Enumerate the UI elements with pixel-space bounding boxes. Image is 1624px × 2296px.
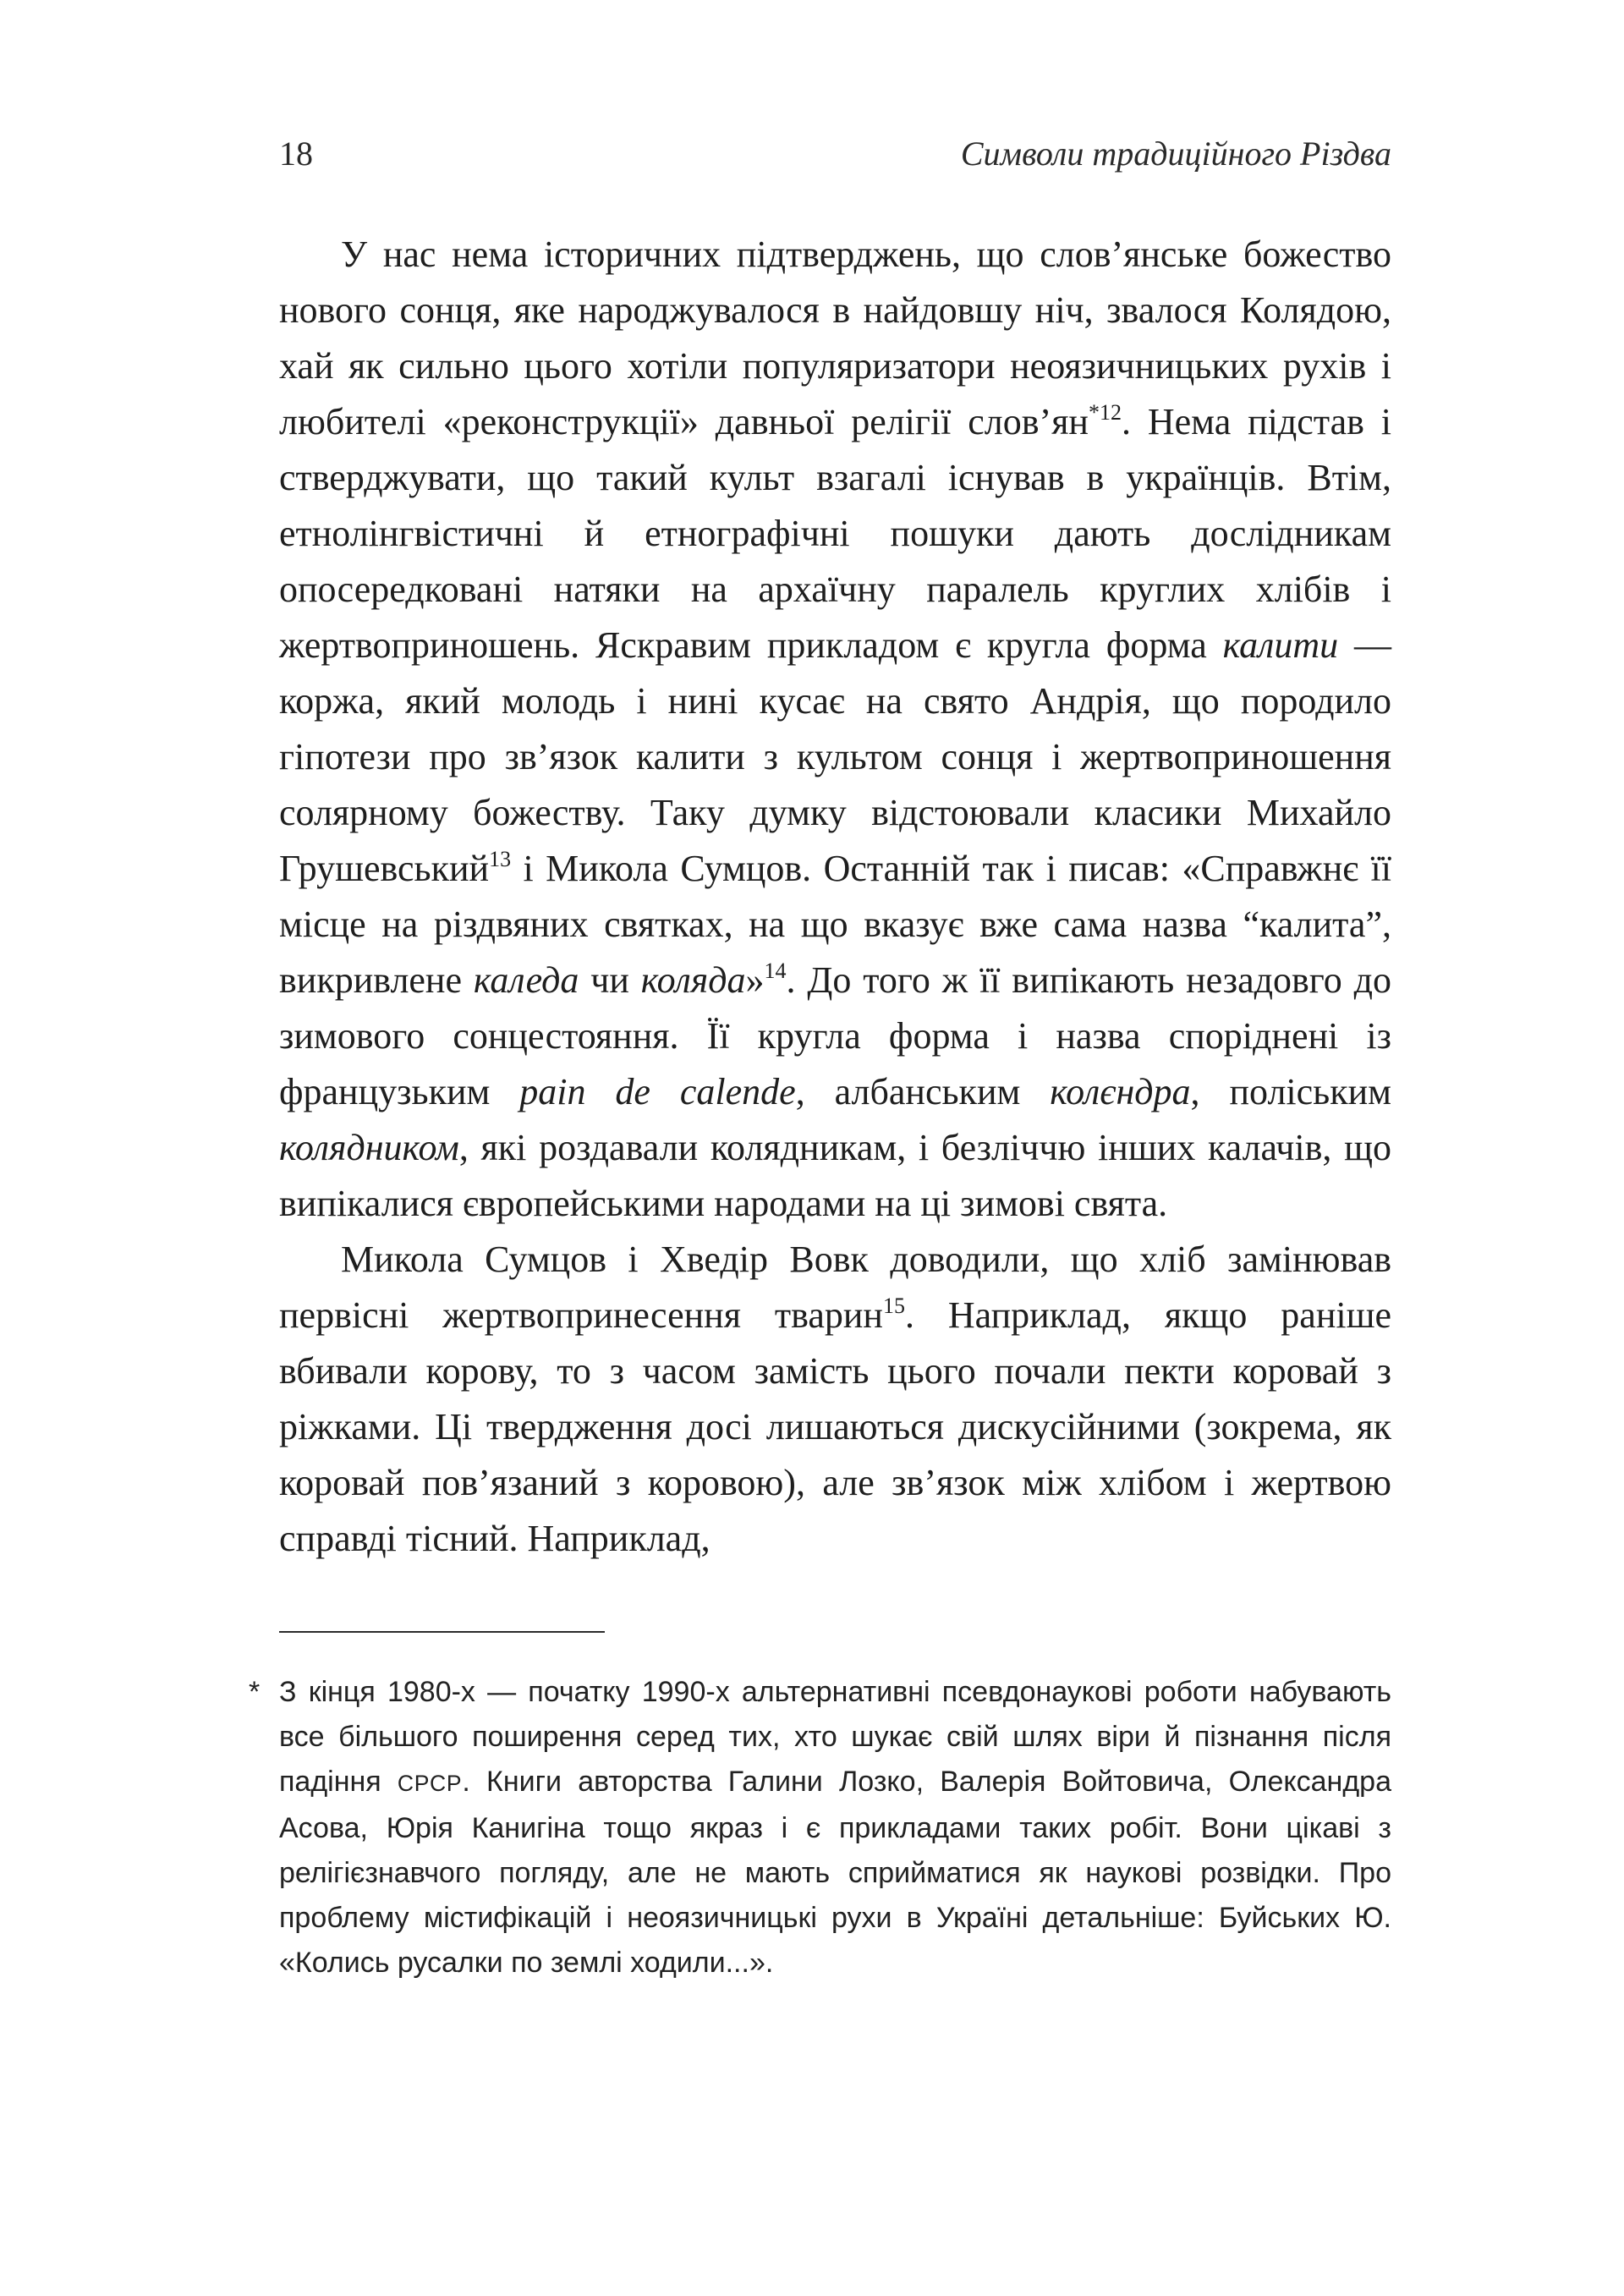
- body-text: [279, 227, 1391, 1567]
- page-header: [279, 134, 1391, 174]
- footnote: [249, 1670, 1391, 1986]
- paragraph: Микола Сумцов і Хведір Вовк доводили, що хліб замінював первісні жертвопринесення тварин$^{15}$. Наприклад, якщо раніше вбивали корову, то з часом замість цього почали пекти коровай з ріжками. Ці твердження досі лишаються дискусійними (зокрема, як коровай пов’язаний з коровою), але зв’язок між хлібом і жертвою справді тісний. Наприклад,: [279, 1239, 1392, 1559]
- text-column: [249, 134, 1392, 1986]
- footnote-text: З кінця 1980-х — початку 1990-х альтернативні псевдонаукові роботи набувають все більшого поширення серед тих, хто шукає свій шлях віри й пізнання після падіння СРСР. Книги авторства Галини Лозко, Валерія Войтовича, Олександра Асова, Юрія Канигіна тощо якраз і є прикладами таких робіт. Вони цікаві з релігієзнавчого погляду, але не мають сприйматися як наукові розвідки. Про проблему містифікацій і неоязичницькі рухи в Україні детальніше: Буйських Ю. «Колись русалки по землі ходили...».: [279, 1676, 1391, 1979]
- footnote-separator: [279, 1631, 605, 1633]
- page-number: 18: [279, 135, 313, 173]
- footnote-area: [249, 1631, 1391, 1986]
- footnote-marker: *: [249, 1676, 261, 1708]
- running-title: Символи традиційного Різдва: [960, 135, 1391, 173]
- paragraph: У нас нема історичних підтверджень, що слов’янське божество нового сонця, яке народжувалося в найдовшу ніч, звалося Колядою, хай як сильно цього хотіли популяризатори неоязичницьких рухів і любителі «реконструкції» давньої релігії $слов’ян^{*12}$. Нема підстав і стверджувати, що такий культ взагалі існував в українців. Втім, етнолінгвістичні й етнографічні пошуки дають дослідникам опосередковані натяки на архаїчну паралель круглих хлібів і жертвоприношень. Яскравим прикладом є кругла форма калити — коржа, який молодь і нині кусає на свято Андрія, що породило гіпотези про зв’язок калити з культом сонця і жертвоприношення солярному божеству. Таку думку відстоювали класики Михайло Грушевський$^{13}$ і Микола Сумцов. Останній так і писав: «Справжнє її місце на різдвяних святках, на що вказує вже сама назва “калита”, викривлене каледа чи коляда»$^{14}$. До того ж її випікають незадовго до зимового сонцестояння. Її кругла форма і назва споріднені із французьким pain de calende, албанським колєндра, поліським колядником, які роздавали колядникам, і безліччю інших калачів, що випікалися європейськими народами на ці зимові свята.: [279, 233, 1391, 1224]
